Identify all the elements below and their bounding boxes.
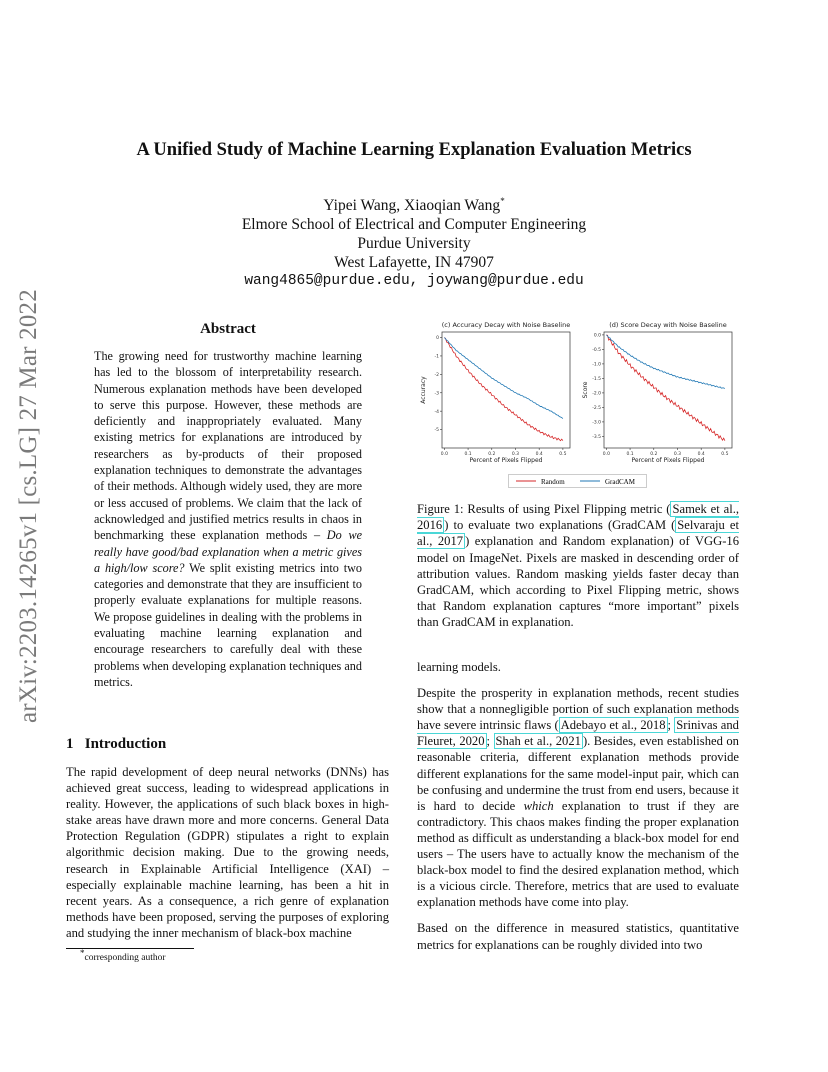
footnote-mark: *: [80, 948, 85, 958]
caption-part-3: ) explanation and Random explanation) of VGG-16 model on ImageNet. Pixels are masked in descending order of attribution values. Random masking yields faster decay than GradCAM, which according to Pixel Flipping metric, shows that Random explanation captures “more important” pixels than GradCAM in explanation.: [417, 534, 739, 630]
figure-legend: [508, 474, 648, 488]
x-tick-label: 0.2: [488, 452, 496, 457]
abstract-text: [94, 348, 362, 690]
p1-italic-which: which: [523, 798, 554, 813]
x-tick-label: 0.0: [440, 452, 448, 457]
legend-label-gradcam: GradCAM: [605, 478, 635, 486]
intro-title: Introduction: [84, 736, 167, 752]
y-tick-label: -3: [434, 391, 439, 397]
chart-frame: [442, 332, 570, 448]
right-column-text: [417, 659, 739, 953]
abstract-italic-question: Do we really have good/bad explanation when a metric gives a high/low score?: [94, 528, 362, 575]
x-tick-label: 0.2: [650, 452, 658, 457]
y-tick-label: -1.0: [592, 362, 601, 368]
paragraph-metrics: Based on the difference in measured statistics, quantitative metrics for explanations can be roughly divided into two: [417, 921, 739, 952]
x-axis-label: Percent of Pixels Flipped: [469, 457, 543, 464]
abstract-text-2: We split existing metrics into two categories and demonstrate that they are insufficient to properly evaluate explanations for multiple reasons. We propose guidelines in dealing with the problems in evaluating machine learning explanation and encourage researchers to carefully deal with these problems when developing explanation techniques and metrics.: [94, 560, 363, 689]
p1-sep-2: ;: [486, 734, 494, 749]
x-tick-label: 0.4: [697, 452, 705, 457]
y-tick-label: -1.5: [592, 377, 601, 382]
caption-part-1: Figure 1: Results of using Pixel Flipping metric (: [417, 502, 671, 516]
footnote: [80, 948, 166, 964]
intro-text: The rapid development of deep neural networks (DNNs) has achieved great success, leading to widespread applications in reality. However, the applications of such black boxes in high-stake areas have drawn more and more concerns. General Data Protection Regulation (GDPR) stipulates a right to explain algorithmic decision making. Due to the growing needs, research in Explainable Artificial Intelligence (XAI) – especially explainable machine learning, has been a hit in recent years. As a consequence, a rich genre of explanation methods have been proposed, serving the purposes of exploring and studying the inner mechanism of black-box machine: [66, 765, 389, 940]
y-tick-label: -3.0: [592, 420, 601, 426]
y-tick-label: -5: [434, 428, 439, 434]
y-tick-label: -3.5: [592, 435, 601, 440]
paragraph-flaws: [417, 685, 739, 910]
x-tick-label: 0.5: [721, 452, 729, 457]
intro-heading: [66, 736, 389, 753]
y-tick-label: -2.0: [592, 391, 601, 397]
y-tick-label: 0.0: [593, 333, 601, 339]
p1-part-b: ). Besides, even established on reasonable criteria, different explanation methods provide different explanations for the same model-input pair, which can be confusing and undermine the trust from end users, because it is hard to decide: [417, 734, 739, 813]
p1-sep-1: ;: [667, 718, 675, 733]
citation-shah[interactable]: Shah et al., 2021: [495, 734, 581, 749]
figure-1: [418, 318, 740, 490]
x-tick-label: 0.1: [626, 452, 634, 457]
x-tick-label: 0.1: [464, 452, 472, 457]
author-location: West Lafayette, IN 47907: [334, 254, 494, 271]
p1-part-a: Despite the prosperity in explanation methods, recent studies show that a nonnegligible portion of such explanation methods have severe intrinsic flaws (: [417, 686, 739, 733]
x-tick-label: 0.5: [559, 452, 567, 457]
footnote-text: corresponding author: [84, 953, 166, 964]
abstract-heading: Abstract: [200, 321, 256, 337]
author-names: [114, 196, 714, 215]
y-tick-label: -1: [434, 354, 439, 360]
x-tick-label: 0.3: [673, 452, 682, 457]
chart-accuracy-decay: [418, 318, 578, 468]
paper-title: A Unified Study of Machine Learning Explanation Evaluation Metrics: [136, 140, 692, 160]
citation-srinivas[interactable]: Srinivas and Fleuret, 2020: [417, 718, 739, 749]
citation-selvaraju[interactable]: Selvaraju et al., 2017: [417, 518, 739, 549]
author-emails: wang4865@purdue.edu, joywang@purdue.edu: [244, 273, 584, 289]
y-tick-label: -2.5: [592, 406, 601, 411]
author-university: Purdue University: [357, 235, 471, 252]
abstract-text-1: The growing need for trustworthy machine learning has led to the blossom of interpretability research. Numerous explanation methods have been developed to serve this purpose. However, these methods are deficiently and inappropriately evaluated. Many existing metrics for explanations are introduced by researchers as by-products of their proposed explanation techniques to demonstrate the advantages of their methods. Although widely used, they are more or less accused of problems. We claim that the lack of acknowledged and justified metrics results in chaos in benchmarking these explanation methods –: [94, 349, 362, 543]
intro-number: 1: [66, 736, 74, 752]
y-axis-label: Score: [582, 381, 589, 399]
y-tick-label: -0.5: [592, 348, 601, 353]
citation-samek[interactable]: Samek et al., 2016: [417, 502, 739, 533]
introduction-section: [66, 736, 389, 941]
x-tick-label: 0.4: [535, 452, 543, 457]
author-footnote-mark: *: [500, 195, 505, 206]
arxiv-stamp: arXiv:2203.14265v1 [cs.LG] 27 Mar 2022: [15, 289, 42, 723]
y-tick-label: -2: [434, 372, 439, 378]
y-axis-label: Accuracy: [420, 376, 427, 404]
figure-caption: [417, 501, 739, 631]
legend-label-random: Random: [541, 478, 565, 486]
continuation-text: learning models.: [417, 660, 501, 674]
caption-part-2: ) to evaluate two explanations (GradCAM (: [444, 518, 676, 533]
p1-part-c: explanation to trust if they are contradictory. This chaos makes finding the proper explanation method as difficult as understanding a black-box model for end users – The users have to actually know the mechanism of the black-box model to find the desired explanation method, which is a vicious circle. Therefore, metrics that are used to evaluate explanation methods have come into play.: [417, 798, 740, 910]
y-tick-label: -4: [434, 409, 439, 415]
x-axis-label: Percent of Pixels Flipped: [631, 457, 705, 464]
figure-caption-text: [417, 501, 739, 631]
y-tick-label: 0: [436, 336, 439, 342]
chart-title: (d) Score Decay with Noise Baseline: [609, 321, 727, 329]
chart-title: (c) Accuracy Decay with Noise Baseline: [441, 321, 571, 329]
x-tick-label: 0.3: [511, 452, 520, 457]
footnote-rule: [66, 948, 194, 949]
citation-adebayo[interactable]: Adebayo et al., 2018: [560, 718, 666, 733]
author-names-text: Yipei Wang, Xiaoqian Wang: [323, 197, 501, 214]
x-tick-label: 0.0: [602, 452, 610, 457]
author-affiliation: Elmore School of Electrical and Computer Engineering: [241, 216, 587, 233]
chart-score-decay: [580, 318, 740, 468]
abstract-section: [94, 321, 362, 690]
